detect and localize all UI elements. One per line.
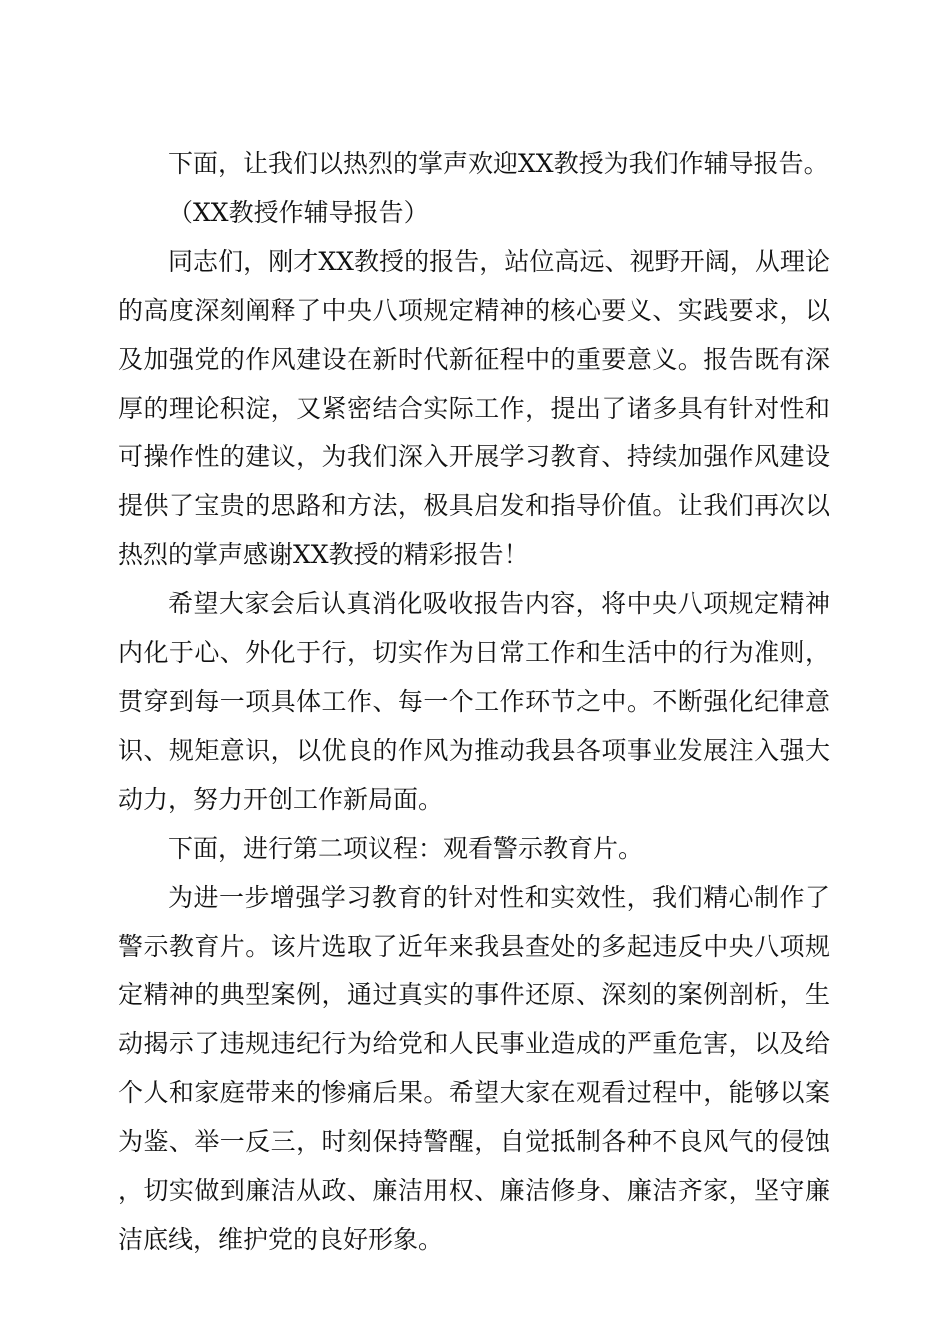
paragraph-warning-film: 为进一步增强学习教育的针对性和实效性，我们精心制作了警示教育片。该片选取了近年来我县查处的多起违反中央八项规定精神的典型案例，通过真实的事件还原、深刻的案例剖析，生动揭示了违规违纪行为给党和人民事业造成的严重危害，以及给个人和家庭带来的惨痛后果。希望大家在观看过程中，能够以案为鉴、举一反三，时刻保持警醒，自觉抵制各种不良风气的侵蚀，切实做到廉洁从政、廉洁用权、廉洁修身、廉洁齐家，坚守廉洁底线，维护党的良好形象。 — [118, 882, 830, 1254]
document-body — [118, 140, 830, 1265]
paragraph-speaker-report-note: （XX教授作辅导报告） — [168, 197, 429, 227]
paragraph-introduce-speaker: 下面，让我们以热烈的掌声欢迎XX教授为我们作辅导报告。 — [168, 149, 829, 178]
paragraph-report-summary: 同志们，刚才XX教授的报告，站位高远、视野开阔，从理论的高度深刻阐释了中央八项规定精神的核心要义、实践要求，以及加强党的作风建设在新时代新征程中的重要意义。报告既有深厚的理论积淀，又紧密结合实际工作，提出了诸多具有针对性和可操作性的建议，为我们深入开展学习教育、持续加强作风建设提供了宝贵的思路和方法，极具启发和指导价值。让我们再次以热烈的掌声感谢XX教授的精彩报告！ — [118, 246, 830, 570]
paragraph-second-agenda: 下面，进行第二项议程：观看警示教育片。 — [168, 833, 644, 863]
paragraph-expectations: 希望大家会后认真消化吸收报告内容，将中央八项规定精神内化于心、外化于行，切实作为日常工作和生活中的行为准则，贯穿到每一项具体工作、每一个工作环节之中。不断强化纪律意识、规矩意识，以优良的作风为推动我县各项事业发展注入强大动力，努力开创工作新局面。 — [118, 589, 830, 814]
